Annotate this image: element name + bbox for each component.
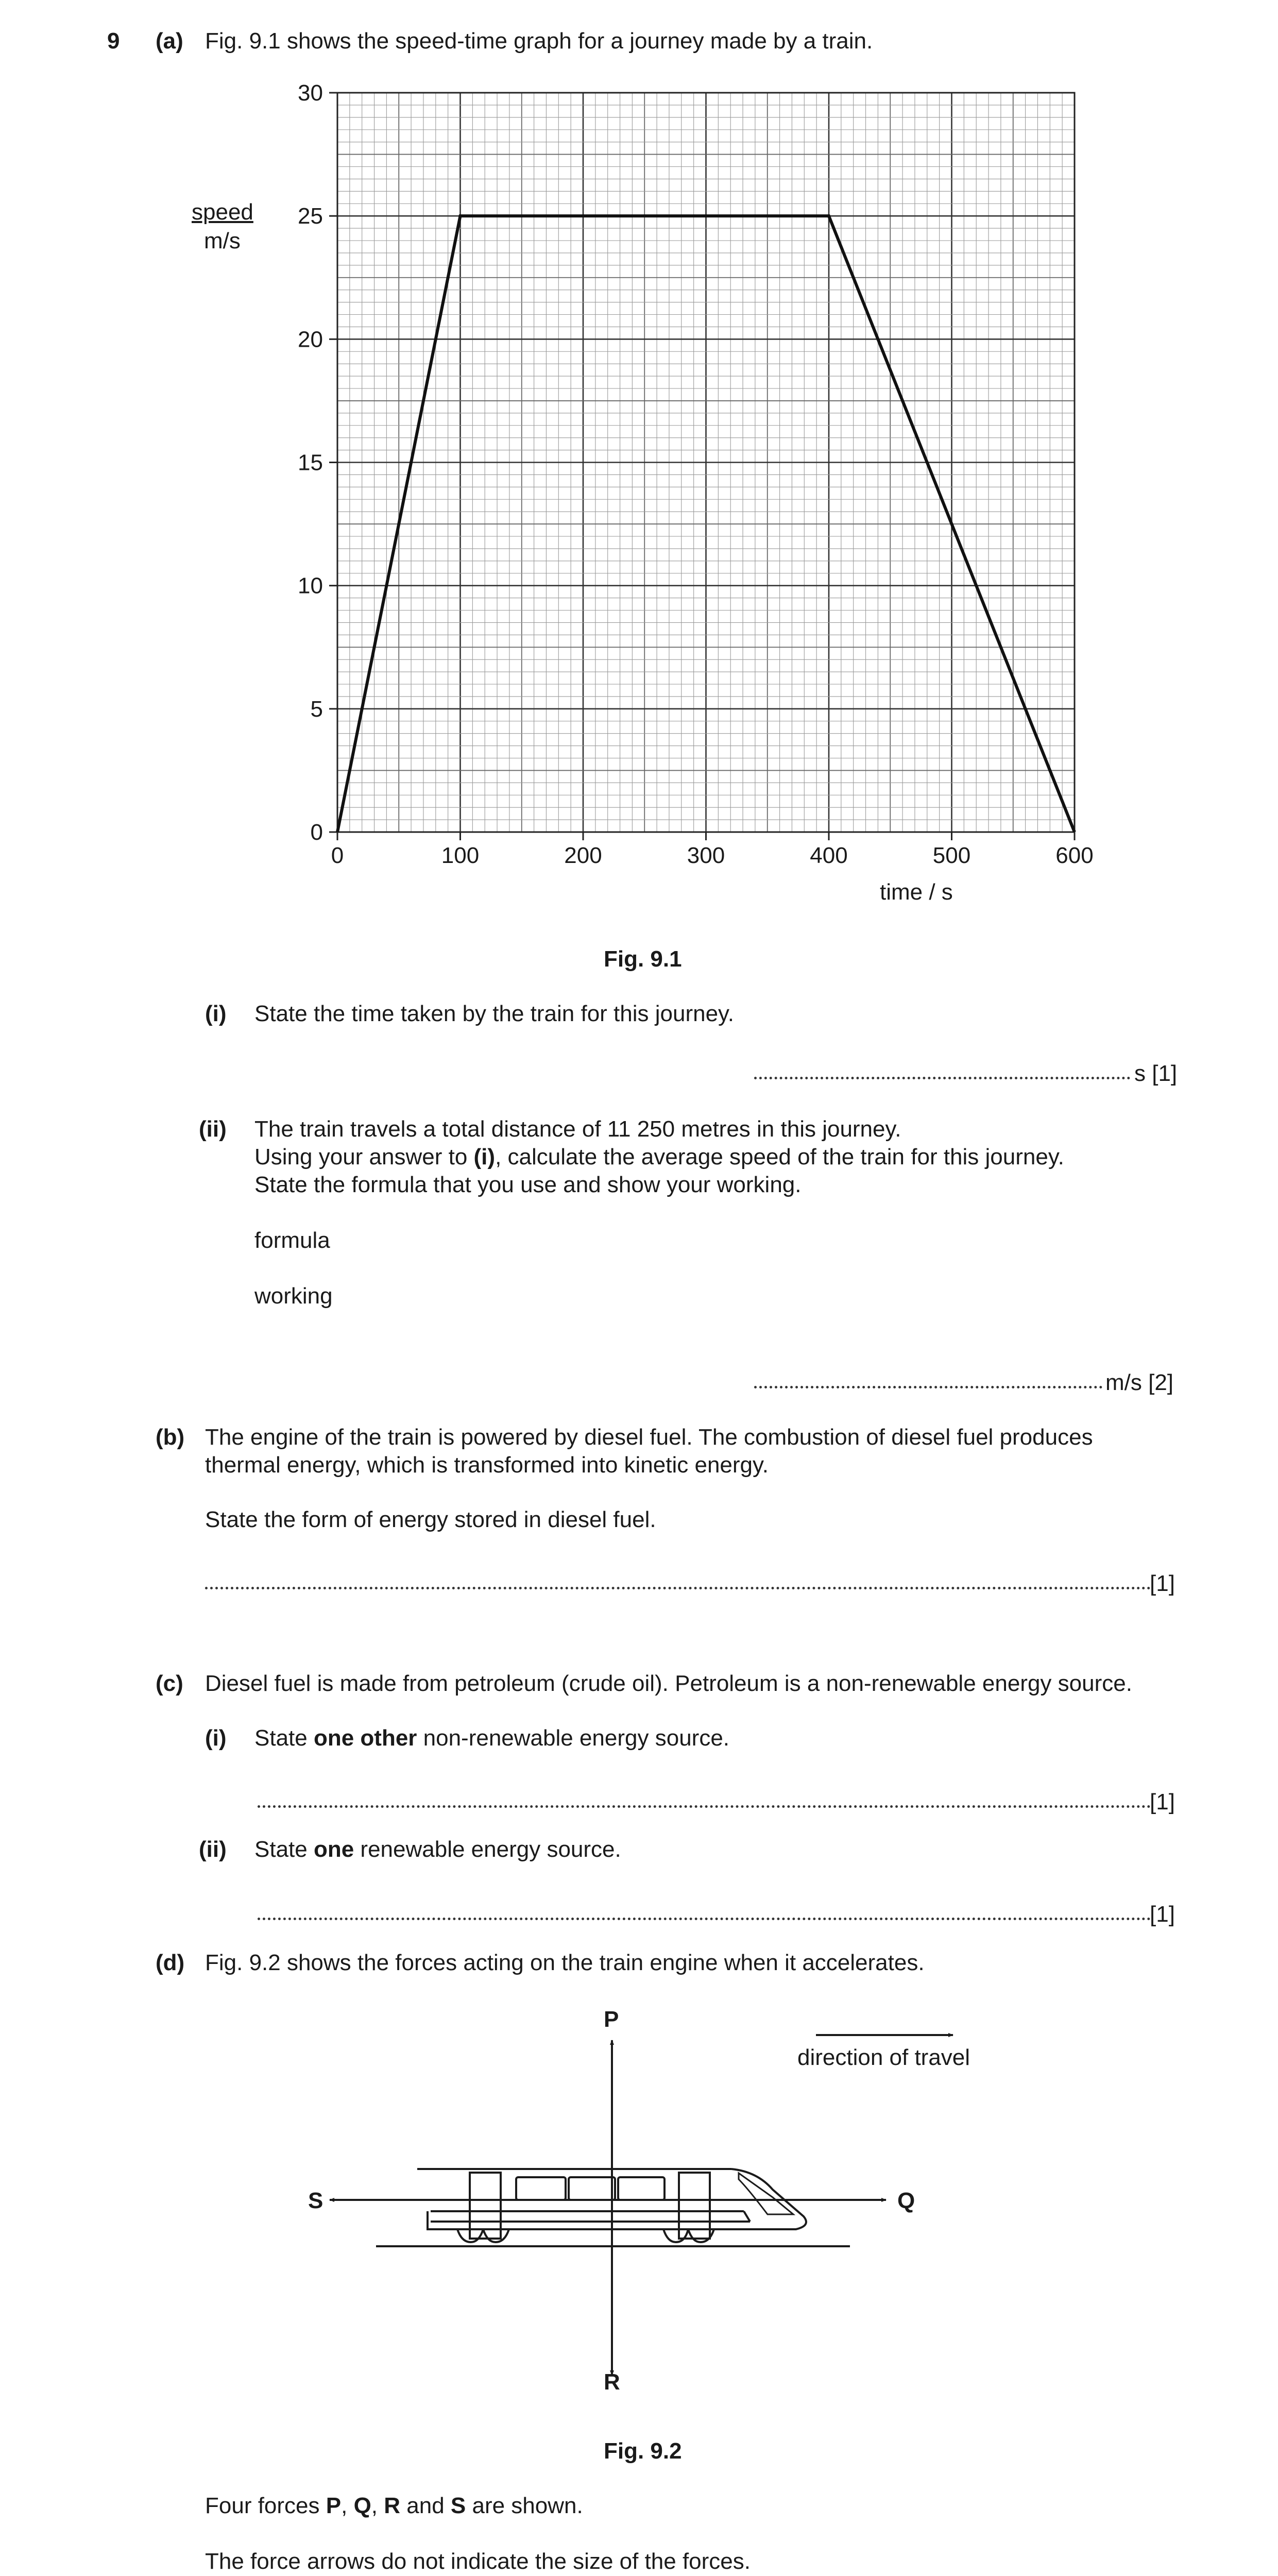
fig-9-2-caption: Fig. 9.2 (604, 2438, 682, 2464)
part-c-ii-marks: [1] (1150, 1902, 1175, 1927)
part-b-line2: thermal energy, which is transformed into kinetic energy. (205, 1452, 769, 1478)
question-number: 9 (107, 28, 120, 54)
x-tick-label: 200 (564, 843, 602, 868)
x-tick-label: 600 (1055, 843, 1094, 868)
part-c-ii-label: (ii) (199, 1837, 227, 1862)
part-d-intro: Fig. 9.2 shows the forces acting on the train engine when it accelerates. (205, 1950, 925, 1975)
part-c-i-label: (i) (205, 1725, 227, 1751)
x-tick-label: 100 (441, 843, 480, 868)
x-tick-label: 400 (810, 843, 848, 868)
answer-line-a-i[interactable] (754, 1077, 1130, 1079)
y-axis-label: speed (192, 199, 253, 225)
speed-time-graph (0, 0, 1278, 927)
working-label: working (254, 1283, 333, 1309)
part-c-intro: Diesel fuel is made from petroleum (crude oil). Petroleum is a non-renewable energy source. (205, 1671, 1132, 1696)
force-label-q: Q (897, 2188, 915, 2213)
x-tick-label: 0 (331, 843, 344, 868)
part-c-label: (c) (156, 1671, 183, 1696)
y-tick-label: 15 (298, 450, 323, 476)
answer-line-a-ii[interactable] (754, 1386, 1102, 1388)
x-tick-label: 500 (932, 843, 971, 868)
force-label-p: P (604, 2007, 619, 2032)
part-d-label: (d) (156, 1950, 185, 1975)
answer-a-i-suffix: s [1] (1134, 1061, 1178, 1086)
part-a-label: (a) (156, 28, 183, 54)
force-label-r: R (604, 2369, 620, 2395)
y-tick-label: 5 (310, 696, 323, 722)
y-tick-label: 30 (298, 80, 323, 106)
force-note: The force arrows do not indicate the size of the forces. (205, 2549, 751, 2574)
answer-a-ii-suffix: m/s [2] (1105, 1370, 1174, 1395)
formula-label: formula (254, 1228, 330, 1253)
y-tick-label: 0 (310, 820, 323, 845)
direction-of-travel-label: direction of travel (797, 2045, 970, 2070)
x-tick-label: 300 (687, 843, 725, 868)
part-c-i-marks: [1] (1150, 1789, 1175, 1815)
four-forces-text: Four forces P, Q, R and S are shown. (205, 2493, 583, 2518)
y-axis-unit: m/s (204, 228, 241, 253)
y-tick-label: 10 (298, 573, 323, 599)
part-a-i-label: (i) (205, 1001, 227, 1026)
force-arrows (330, 2035, 953, 2375)
fig-9-1-caption: Fig. 9.1 (604, 946, 682, 972)
part-b-line1: The engine of the train is powered by diesel fuel. The combustion of diesel fuel produces (205, 1425, 1093, 1450)
part-b-label: (b) (156, 1425, 185, 1450)
x-axis-label: time / s (880, 879, 953, 905)
y-tick-label: 20 (298, 327, 323, 352)
force-label-s: S (308, 2188, 323, 2213)
part-c-ii-text: State one renewable energy source. (254, 1837, 621, 1862)
part-a-ii-line3: State the formula that you use and show your working. (254, 1172, 802, 1197)
part-c-i-text: State one other non-renewable energy source. (254, 1725, 730, 1751)
part-a-ii-line1: The train travels a total distance of 11 250 metres in this journey. (254, 1116, 901, 1142)
part-a-ii-line2: Using your answer to (i), calculate the average speed of the train for this journey. (254, 1144, 1064, 1170)
part-b-prompt: State the form of energy stored in diesel fuel. (205, 1507, 656, 1532)
y-tick-label: 25 (298, 204, 323, 229)
part-a-ii-label: (ii) (199, 1116, 227, 1142)
answer-line-c-i[interactable] (258, 1805, 1151, 1808)
part-a-i-text: State the time taken by the train for this journey. (254, 1001, 735, 1026)
part-b-marks: [1] (1150, 1571, 1175, 1596)
part-a-intro: Fig. 9.1 shows the speed-time graph for a journey made by a train. (205, 28, 873, 54)
answer-line-b[interactable] (205, 1587, 1151, 1589)
answer-line-c-ii[interactable] (258, 1918, 1151, 1920)
force-diagram (0, 1999, 1278, 2411)
